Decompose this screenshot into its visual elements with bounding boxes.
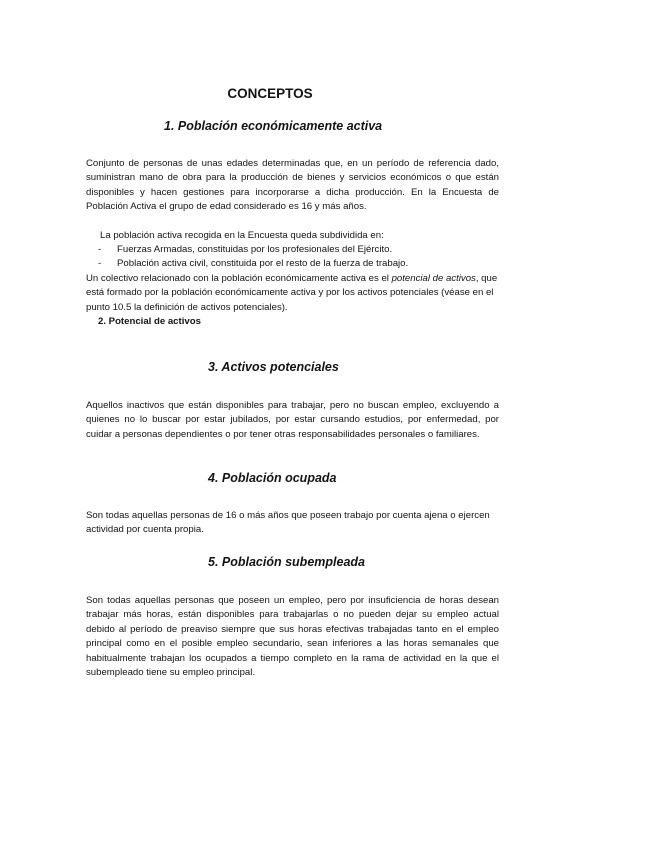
section-5-paragraph: Son todas aquellas personas que poseen un empleo, pero por insuficiencia de horas desean trabajar más horas, están disponibles para trabajarlas o no pueden dejar su empleo actual debido al período de preaviso siempre que sus horas efectivas trabajadas tanto en el empleo principal como en el posible empleo secundario, sean inferiores a las horas semanales que habitualmente trabajan los ocupados a tiempo completo en la rama de actividad en la que el subempleado tiene su empleo principal.	[86, 595, 499, 679]
section-1-intro: La población activa recogida en la Encuesta queda subdividida en:	[100, 230, 384, 241]
related-term: potencial de activos	[391, 273, 476, 284]
section-1-related-paragraph	[86, 272, 501, 315]
related-text-start: Un colectivo relacionado con la población económicamente activa es el	[86, 273, 392, 284]
list-item-text: Población activa civil, constituida por el resto de la fuerza de trabajo.	[117, 258, 409, 270]
section-5-heading: 5. Población subempleada	[208, 555, 365, 569]
list-item	[98, 257, 408, 271]
list-item-text: Fuerzas Armadas, constituidas por los profesionales del Ejército.	[117, 244, 393, 255]
list-bullet: -	[98, 244, 102, 255]
list-bullet: -	[98, 258, 102, 270]
page-title: CONCEPTOS	[227, 86, 313, 101]
list-item	[98, 243, 408, 257]
section-1-heading: 1. Población económicamente activa	[164, 119, 383, 133]
related-text-end: , que está formado por la población económicamente activa y por los activos potenciales (véase en el punto 10.5 la definición de activos potenciales).	[86, 273, 498, 313]
section-1-paragraph: Conjunto de personas de unas edades determinadas que, en un período de referencia dado, suministran mano de obra para la producción de bienes y servicios económicos o que están disponibles y hacen gestiones para incorporarse a dicha producción. En la Encuesta de Población Activa el grupo de edad considerado es 16 y más años.	[86, 158, 499, 213]
section-3-paragraph: Aquellos inactivos que están disponibles para trabajar, pero no buscan empleo, excluyendo a quienes no lo buscar por estar jubilados, por estar cursando estudios, por enfermedad, por cuidar a personas dependientes o por tener otras responsabilidades personales o familiares.	[86, 400, 499, 440]
section-4-paragraph: Son todas aquellas personas de 16 o más años que poseen trabajo por cuenta ajena o ejercen actividad por cuenta propia.	[86, 510, 490, 536]
section-3-heading: 3. Activos potenciales	[208, 360, 339, 374]
section-2-heading: 2. Potencial de activos	[98, 316, 201, 327]
section-1-list	[98, 243, 408, 272]
section-4-heading: 4. Población ocupada	[208, 471, 337, 485]
